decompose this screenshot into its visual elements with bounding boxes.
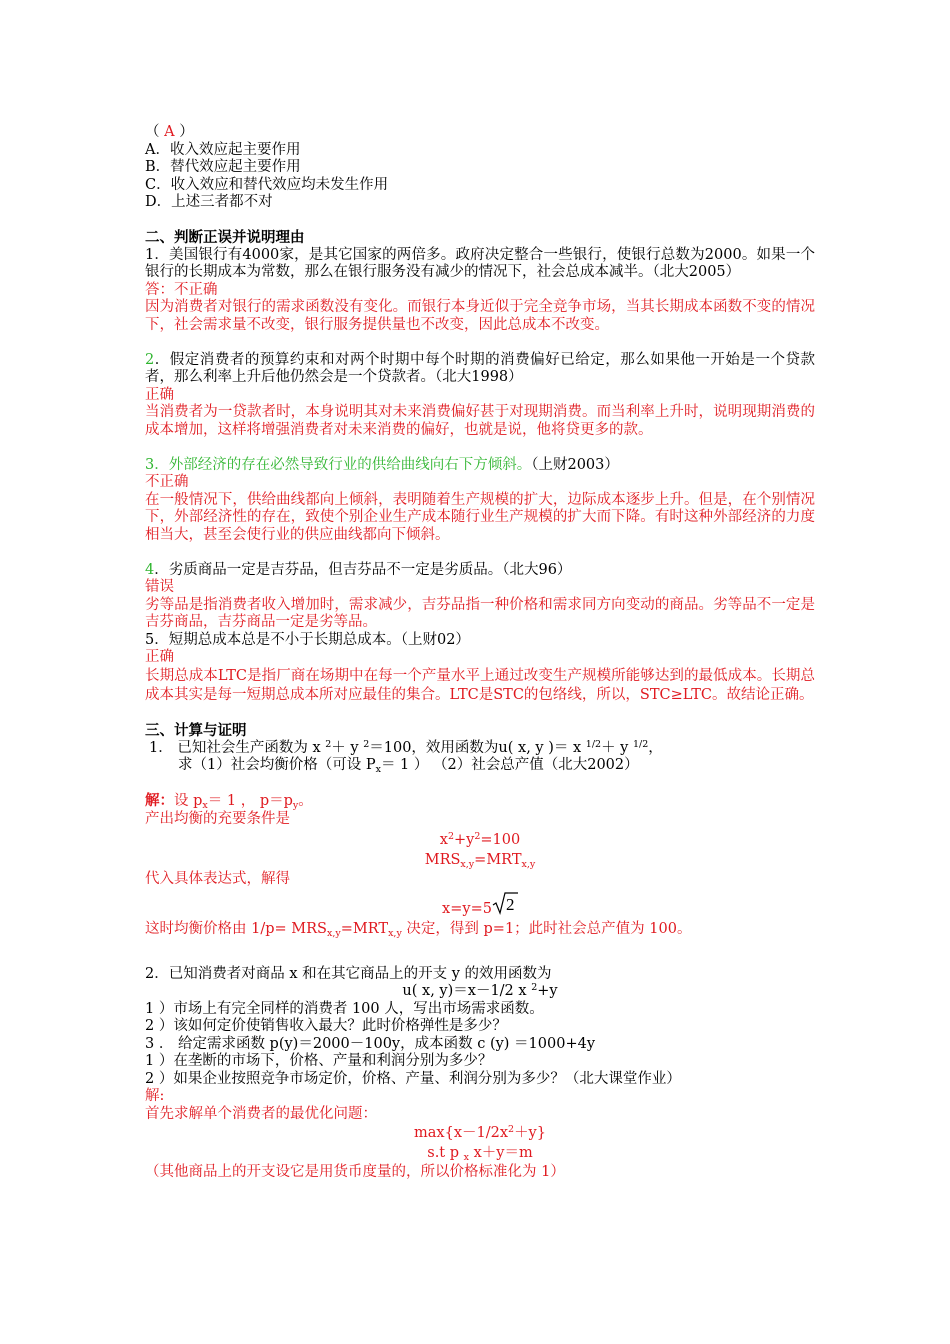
problem-2-intro: 2．已知消费者对商品 x 和在其它商品上的开支 y 的效用函数为 <box>145 965 552 982</box>
equation-1 <box>145 832 815 850</box>
equation-3 <box>145 891 815 921</box>
st-a: s.t p <box>427 1144 464 1161</box>
eq2-sub1: x,y <box>460 858 475 870</box>
budget-constraint <box>145 1145 815 1163</box>
problem-1-line-2 <box>145 757 815 775</box>
question-3-source: （上财2003） <box>531 456 619 473</box>
question-4-verdict: 错误 <box>145 579 174 595</box>
question-1-verdict: 答：不正确 <box>145 281 218 298</box>
p1-ask-sub: x <box>375 764 381 775</box>
question-2-number: 2 <box>145 351 155 368</box>
problem-2-item-1: 1 ）市场上有完全同样的消费者 100 人，写出市场需求函数。 <box>145 1000 544 1017</box>
concl-sub1: x,y <box>326 927 341 939</box>
eq1-sup2: 2 <box>474 831 481 842</box>
eq2-a: MRS <box>424 851 461 868</box>
paren-open: （ <box>145 124 165 140</box>
equation-2 <box>145 852 815 870</box>
question-5: 5．短期总成本总是不小于长期总成本。（上财02） <box>145 631 470 648</box>
p1-ask-b: ＝ 1 ） （2）社会总产值（北大2002） <box>380 757 639 773</box>
sol-text-b: ＝ 1 ， p＝p <box>207 793 293 809</box>
mc-answer-line <box>145 124 815 142</box>
problem-3-item-1: 1 ）在垄断的市场下，价格、产量和利润分别为多少？ <box>145 1053 493 1069</box>
util-a: u( x, y)＝x－1/2 x <box>402 983 532 999</box>
p1-text-d: ＋ y <box>601 739 633 756</box>
max-sup: 2 <box>508 1124 515 1135</box>
problem-1-conclusion <box>145 921 815 939</box>
mc-option-d: D．上述三者都不对 <box>145 194 273 210</box>
question-2-text: ．假定消费者的预算约束和对两个时期中每个时期的消费偏好已给定，那么如果他一开始是一个贷款者，那么利率上升后他仍然会是一个贷款者。（北大1998） <box>145 351 815 385</box>
radical-sign <box>492 891 518 915</box>
problem-2-solution-label: 解: <box>145 1088 165 1104</box>
max-a: max{x－1/2x <box>414 1125 509 1141</box>
question-2-explanation: 当消费者为一贷款者时，本身说明其对未来消费偏好甚于对现期消费。而当利率上升时，说明现期消费的成本增加，这样将增强消费者对未来消费的偏好，也就是说，他将贷更多的款。 <box>145 404 815 438</box>
problem-1-condition: 产出均衡的充要条件是 <box>145 810 290 827</box>
question-3 <box>145 457 815 475</box>
p1-sup-b: 2 <box>363 738 370 750</box>
question-4-explanation: 劣等品是指消费者收入增加时，需求减少，吉芬品指一种价格和需求同方向变动的商品。劣等品不一定是吉芬商品，吉芬商品一定是劣等品。 <box>145 596 815 630</box>
st-sub: x <box>463 1151 469 1163</box>
question-4-text: ．劣质商品一定是吉芬品，但吉芬品不一定是劣质品。（北大96） <box>154 561 572 578</box>
question-3-text: 3．外部经济的存在必然导致行业的供给曲线向右下方倾斜。 <box>145 456 532 473</box>
question-1-explanation: 因为消费者对银行的需求函数没有变化。而银行本身近似于完全竞争市场，当其长期成本函数不变的情况下，社会需求量不改变，银行服务提供量也不改变，因此总成本不改变。 <box>145 299 815 333</box>
question-5-explanation: 长期总成本LTC是指厂商在场期中在每一个产量水平上通过改变生产规模所能够达到的最低成本。长期总成本其实是每一短期总成本所对应最佳的集合。LTC是STC的包络线，所以，STC≥LTC。故结论正确。 <box>145 667 815 703</box>
p1-text-a: 1． 已知社会生产函数为 x <box>149 739 326 756</box>
question-3-verdict: 不正确 <box>145 474 189 490</box>
paren-close: ） <box>174 124 194 140</box>
objective-function <box>145 1125 815 1143</box>
sol-text-a: 设 p <box>174 793 203 809</box>
p1-text-e: ， <box>648 739 663 756</box>
document-body <box>145 124 815 1182</box>
eq1-sup1: 2 <box>447 831 454 842</box>
p1-sup-c: 1/2 <box>585 738 602 750</box>
section-heading-calculation: 三、计算与证明 <box>145 722 247 739</box>
mc-answer: A <box>164 124 175 140</box>
problem-3-item-2: 2 ）如果企业按照竞争市场定价，价格、产量、利润分别为多少？（北大课堂作业） <box>145 1070 681 1087</box>
solution-label: 解： <box>145 792 174 809</box>
p1-ask-a: 求（1）社会均衡价格（可设 P <box>178 757 376 773</box>
problem-2-first-step: 首先求解单个消费者的最优化问题： <box>145 1105 377 1122</box>
max-b: ＋y} <box>514 1125 546 1141</box>
eq1-a: x <box>439 832 448 848</box>
sol-sub-2: y <box>292 800 299 811</box>
eq2-sub2: x,y <box>521 858 536 870</box>
p1-sup-a: 2 <box>325 738 332 750</box>
sol-sub-1: x <box>202 800 208 811</box>
price-normalization-note: （其他商品上的开支设它是用货币度量的，所以价格标准化为 1） <box>145 1164 565 1180</box>
eq3-text: x=y=5 <box>442 900 492 917</box>
concl-a: 这时均衡价格由 1/p= MRS <box>145 920 327 937</box>
concl-b: =MRT <box>340 920 389 937</box>
sol-text-c: 。 <box>298 793 313 809</box>
problem-1-solution <box>145 792 815 811</box>
mc-option-b: B．替代效应起主要作用 <box>145 159 301 175</box>
question-1: 1．美国银行有4000家，是其它国家的两倍多。政府决定整合一些银行，使银行总数为2000。如果一个银行的长期成本为常数，那么在银行服务没有减少的情况下，社会总成本减半。（北大2005） <box>145 246 815 280</box>
eq1-c: =100 <box>480 832 521 848</box>
radicand: 2 <box>505 894 515 914</box>
problem-2-item-2: 2 ）该如何定价使销售收入最大？此时价格弹性是多少？ <box>145 1018 507 1034</box>
eq1-b: +y <box>454 832 475 848</box>
st-b: x＋y＝m <box>469 1144 533 1161</box>
question-5-verdict: 正确 <box>145 649 174 665</box>
concl-sub2: x,y <box>388 927 402 939</box>
p1-sup-d: 1/2 <box>633 738 649 750</box>
question-4-number: 4 <box>145 561 155 578</box>
p1-text-b: ＋ y <box>331 739 364 756</box>
concl-c: 决定，得到 p=1；此时社会总产值为 100。 <box>401 920 692 937</box>
question-3-explanation: 在一般情况下，供给曲线都向上倾斜，表明随着生产规模的扩大，边际成本逐步上升。但是，在个别情况下，外部经济性的存在，致使个别企业生产成本随行业生产规模的扩大而下降。有时这种外部经济的力度相当大，甚至会使行业的供应曲线都向下倾斜。 <box>145 491 815 543</box>
mc-option-c: C．收入效应和替代效应均未发生作用 <box>145 176 389 193</box>
util-sup: 2 <box>531 982 538 993</box>
question-2 <box>145 352 815 387</box>
p1-text-c: ＝100，效用函数为u( x, y )＝ x <box>369 739 586 756</box>
util-b: +y <box>537 983 558 999</box>
problem-3-intro: 3 ． 给定需求函数 p(y)＝2000－100y，成本函数 c (y) ＝1000+4y <box>145 1035 596 1052</box>
eq2-b: =MRT <box>474 851 522 868</box>
utility-function <box>145 983 815 1001</box>
problem-1-line-1 <box>145 740 815 758</box>
problem-1-substitute: 代入具体表达式，解得 <box>145 871 290 887</box>
section-heading-true-false: 二、判断正误并说明理由 <box>145 229 305 246</box>
mc-option-a: A．收入效应起主要作用 <box>145 141 301 158</box>
question-2-verdict: 正确 <box>145 386 174 403</box>
question-4 <box>145 562 815 580</box>
